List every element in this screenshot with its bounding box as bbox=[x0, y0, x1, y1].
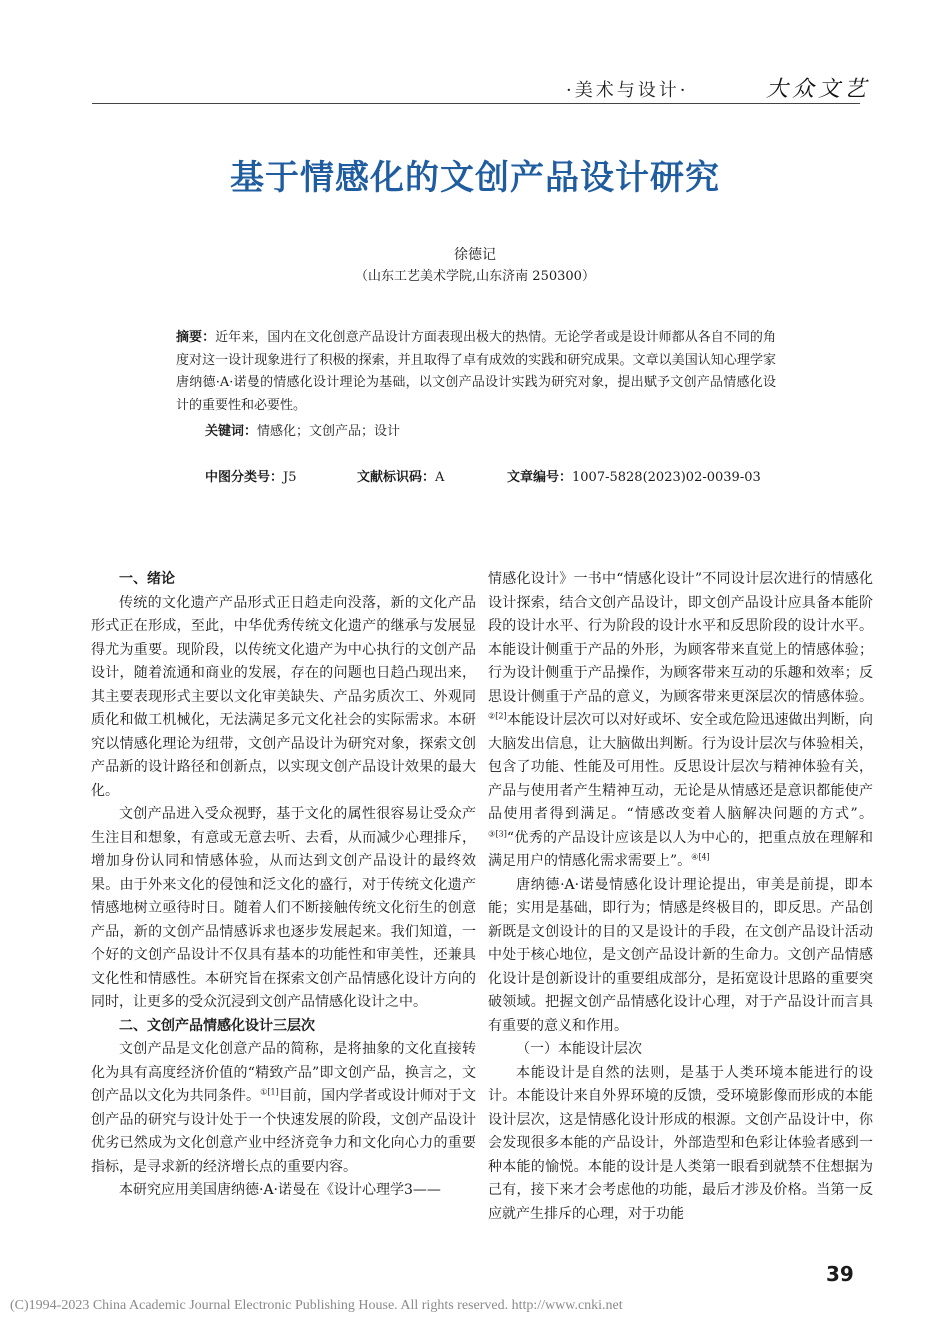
doc-code-value: A bbox=[435, 470, 445, 485]
clc-value: J5 bbox=[283, 470, 297, 485]
article-title: 基于情感化的文创产品设计研究 bbox=[230, 158, 720, 198]
paragraph-text: 目前，国内学者或设计师对于文创产品的研究与设计处于一个快速发展的阶段，文创产品设计优劣已然成为文化创意产业中经济竞争力和文化向心力的重要指标，是寻求新的经济增长点的重要内容。 bbox=[91, 1088, 477, 1175]
keywords-text: 情感化；文创产品；设计 bbox=[257, 424, 401, 439]
journal-name: 大众文艺 bbox=[766, 77, 871, 102]
keywords-label: 关键词： bbox=[205, 424, 258, 439]
article-number-value: 1007-5828(2023)02-0039-03 bbox=[572, 470, 761, 485]
footnote-ref: ①[1] bbox=[260, 1087, 279, 1097]
paragraph: 本能设计是自然的法则，是基于人类环境本能进行的设计。本能设计来自外界环境的反馈，受环境影像而形成的本能设计层次，这是情感化设计形成的根源。文创产品设计中，你会发现很多本能的产品设计，外部造型和色彩让体验者感到一种本能的愉悦。本能的设计是人类第一眼看到就禁不住想据为己有，接下来才会考虑他的功能，最后才涉及价格。当第一反应就产生排斥的心理，对于功能 bbox=[488, 1064, 873, 1222]
doc-code-label: 文献标识码： bbox=[357, 470, 436, 485]
keywords bbox=[205, 420, 765, 439]
paragraph: 唐纳德·A·诺曼情感化设计理论提出，审美是前提，即本能；实用是基础，即行为；情感是终极目的，即反思。产品创新既是文创设计的目的又是设计的手段，在文创产品设计活动中处于核心地位，是文创产品设计新的生命力。文创产品情感化设计是创新设计的重要组成部分，是拓宽设计思路的重要突破领域。把握文创产品情感化设计心理，对于产品设计而言具有重要的意义和作用。 bbox=[488, 876, 873, 1034]
document-code bbox=[357, 466, 444, 485]
footnote-ref: ④[4] bbox=[691, 852, 710, 862]
abstract-label: 摘要： bbox=[176, 330, 216, 345]
paragraph-text: 文创产品是文化创意产品的简称，是将抽象的文化直接转化为具有高度经济价值的“精致产品”即文创产品，换言之，文创产品以文化为共同条件。 bbox=[91, 1041, 476, 1104]
classification-line bbox=[205, 466, 805, 486]
paragraph: 传统的文化遗产产品形式正日趋走向没落，新的文化产品形式正在形成，至此，中华优秀传统文化遗产的继承与发展显得尤为重要。现阶段，以传统文化遗产为中心执行的文创产品设计，随着流通和商业的发展，存在的问题也日趋凸现出来，其主要表现形式主要以文化审美缺失、产品劣质次工、外观同质化和做工机械化，无法满足多元文化社会的实际需求。本研究以情感化理论为纽带，文创产品设计为研究对象，探索文创产品新的设计路径和创新点，以实现文创产品设计效果的最大化。 bbox=[91, 594, 476, 799]
article-number-label: 文章编号： bbox=[507, 470, 573, 485]
author-affiliation: （山东工艺美术学院,山东济南 250300） bbox=[355, 269, 595, 284]
paragraph-text: 情感化设计》一书中“情感化设计”不同设计层次进行的情感化设计探索，结合文创产品设计，即文创产品设计应具备本能阶段的设计水平、行为阶段的设计水平和反思阶段的设计水平。本能设计侧重于产品的外形，为顾客带来直觉上的情感体验；行为设计侧重于产品操作，为顾客带来互动的乐趣和效率；反思设计侧重于产品的意义，为顾客带来更深层次的情感体验。 bbox=[488, 571, 873, 705]
article-number bbox=[507, 466, 761, 485]
paragraph bbox=[488, 568, 873, 874]
paragraph bbox=[91, 1038, 476, 1179]
journal-section-label: ·美术与设计· bbox=[566, 80, 689, 101]
author-name: 徐德记 bbox=[454, 247, 496, 263]
clc-label: 中图分类号： bbox=[205, 470, 284, 485]
page-number: 39 bbox=[826, 1262, 854, 1286]
paragraph-text: 本能设计层次可以对好或坏、安全或危险迅速做出判断，向大脑发出信息，让大脑做出判断。行为设计层次与体验相关，包含了功能、性能及可用性。反思设计层次与精神体验有关，产品与使用者产生精神互动，无论是从情感还是意识都能使产品使用者得到满足。“情感改变着人脑解决问题的方式”。 bbox=[488, 712, 874, 822]
subsection-heading-visceral: （一）本能设计层次 bbox=[516, 1041, 642, 1057]
footnote-ref: ③[3] bbox=[488, 828, 507, 838]
paragraph: 本研究应用美国唐纳德·A·诺曼在《设计心理学3—— bbox=[119, 1182, 441, 1198]
header-divider bbox=[92, 103, 860, 104]
copyright-footer: (C)1994-2023 China Academic Journal Electronic Publishing House. All rights reserved. http://www.cnki.net bbox=[10, 1298, 623, 1313]
abstract-text: 近年来，国内在文化创意产品设计方面表现出极大的热情。无论学者或是设计师都从各自不同的角度对这一设计现象进行了积极的探索，并且取得了卓有成效的实践和研究成果。文章以美国认知心理学家唐纳德·A·诺曼的情感化设计理论为基础，以文创产品设计实践为研究对象，提出赋予文创产品情感化设计的重要性和必要性。 bbox=[176, 330, 776, 413]
abstract bbox=[176, 327, 776, 417]
clc-number bbox=[205, 466, 297, 485]
right-column bbox=[488, 568, 873, 1226]
left-column bbox=[91, 568, 476, 1203]
paragraph-text: “优秀的产品设计应该是以人为中心的，把重点放在理解和满足用户的情感化需求需要上”。 bbox=[488, 829, 874, 869]
section-heading-three-levels: 二、文创产品情感化设计三层次 bbox=[119, 1017, 315, 1034]
section-heading-introduction: 一、绪论 bbox=[119, 571, 175, 587]
paragraph: 文创产品进入受众视野，基于文化的属性很容易让受众产生注目和想象，有意或无意去听、去看，从而减少心理排斥，增加身份认同和情感体验，从而达到文创产品设计的最终效果。由于外来文化的侵蚀和泛文化的盛行，对于传统文化遗产情感地树立亟待时日。随着人们不断接触传统文化衍生的创意产品，新的文创产品情感诉求也逐步发展起来。我们知道，一个好的文创产品设计不仅具有基本的功能性和审美性，还兼具文化性和情感性。本研究旨在探索文创产品情感化设计方向的同时，让更多的受众沉浸到文创产品情感化设计之中。 bbox=[91, 806, 476, 1010]
footnote-ref: ②[2] bbox=[488, 711, 507, 721]
